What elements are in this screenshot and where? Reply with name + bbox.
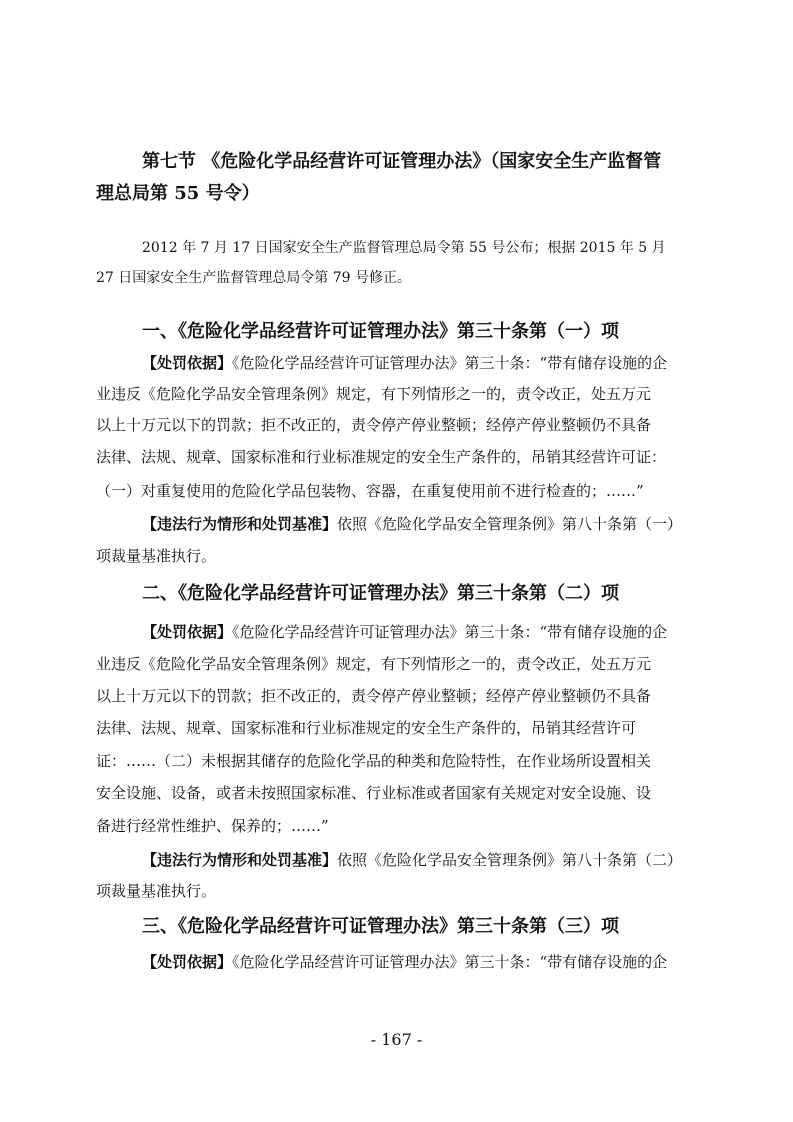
item-1-basis-line-5: （一）对重复使用的危险化学品包装物、容器，在重复使用前不进行检查的；……” [96, 482, 644, 500]
page-number: - 167 - [370, 1030, 423, 1049]
item-1-basis-line-2: 业违反《危险化学品安全管理条例》规定，有下列情形之一的，责令改正，处五万元 [96, 385, 652, 403]
item-1-std-line-2: 项裁量基准执行。 [96, 547, 217, 565]
item-2-basis-label: 【处罚依据】 [142, 623, 233, 641]
item-1-std-label: 【违法行为情形和处罚基准】 [142, 515, 338, 533]
item-1-heading: 一、《危险化学品经营许可证管理办法》第三十条第（一）项 [142, 321, 619, 342]
item-1-std-text-1: 依照《危险化学品安全管理条例》第八十条第（一） [337, 515, 683, 533]
item-1-basis-label: 【处罚依据】 [142, 354, 233, 372]
item-2-basis-line-5: 证：……（二）未根据其储存的危险化学品的种类和危险特性，在作业场所设置相关 [96, 752, 652, 770]
section-title-line-2: 理总局第 55 号令） [96, 183, 260, 204]
item-1-basis-line-4: 法律、法规、规章、国家标准和行业标准规定的安全生产条件的，吊销其经营许可证： [96, 448, 667, 466]
item-2-heading: 二、《危险化学品经营许可证管理办法》第三十条第（二）项 [142, 583, 619, 604]
item-2-std-line-1 [142, 850, 682, 870]
item-2-basis-text-1: 《危险化学品经营许可证管理办法》第三十条：“带有储存设施的企 [232, 623, 668, 641]
item-2-basis-line-3: 以上十万元以下的罚款；拒不改正的，责令停产停业整顿；经停产停业整顿仍不具备 [96, 687, 652, 705]
item-2-basis-line-6: 安全设施、设备，或者未按照国家标准、行业标准或者国家有关规定对安全设施、设 [96, 784, 652, 802]
item-3-basis-text-1: 《危险化学品经营许可证管理办法》第三十条：“带有储存设施的企 [232, 953, 668, 971]
item-1-basis-line-3: 以上十万元以下的罚款；拒不改正的，责令停产停业整顿；经停产停业整顿仍不具备 [96, 416, 652, 434]
item-2-basis-line-1 [142, 622, 667, 642]
section-title-line-1: 第七节 《危险化学品经营许可证管理办法》（国家安全生产监督管 [142, 151, 662, 172]
item-3-basis-label: 【处罚依据】 [142, 953, 233, 971]
item-2-basis-line-2: 业违反《危险化学品安全管理条例》规定，有下列情形之一的，责令改正，处五万元 [96, 655, 652, 673]
item-2-std-text-1: 依照《危险化学品安全管理条例》第八十条第（二） [337, 851, 683, 869]
item-1-basis-line-1 [142, 353, 667, 373]
item-1-basis-text-1: 《危险化学品经营许可证管理办法》第三十条：“带有储存设施的企 [232, 354, 668, 372]
note-line-1: 2012 年 7 月 17 日国家安全生产监督管理总局令第 55 号公布；根据 2015 年 5 月 [142, 240, 666, 256]
item-2-basis-line-4: 法律、法规、规章、国家标准和行业标准规定的安全生产条件的，吊销其经营许可 [96, 719, 637, 737]
item-3-heading: 三、《危险化学品经营许可证管理办法》第三十条第（三）项 [142, 916, 619, 937]
note-line-2: 27 日国家安全生产监督管理总局令第 79 号修正。 [96, 270, 411, 286]
item-2-std-line-2: 项裁量基准执行。 [96, 882, 217, 900]
item-2-std-label: 【违法行为情形和处罚基准】 [142, 851, 338, 869]
item-3-basis-line-1 [142, 952, 667, 972]
item-2-basis-line-7: 备进行经常性维护、保养的；……” [96, 817, 329, 835]
item-1-std-line-1 [142, 514, 682, 534]
